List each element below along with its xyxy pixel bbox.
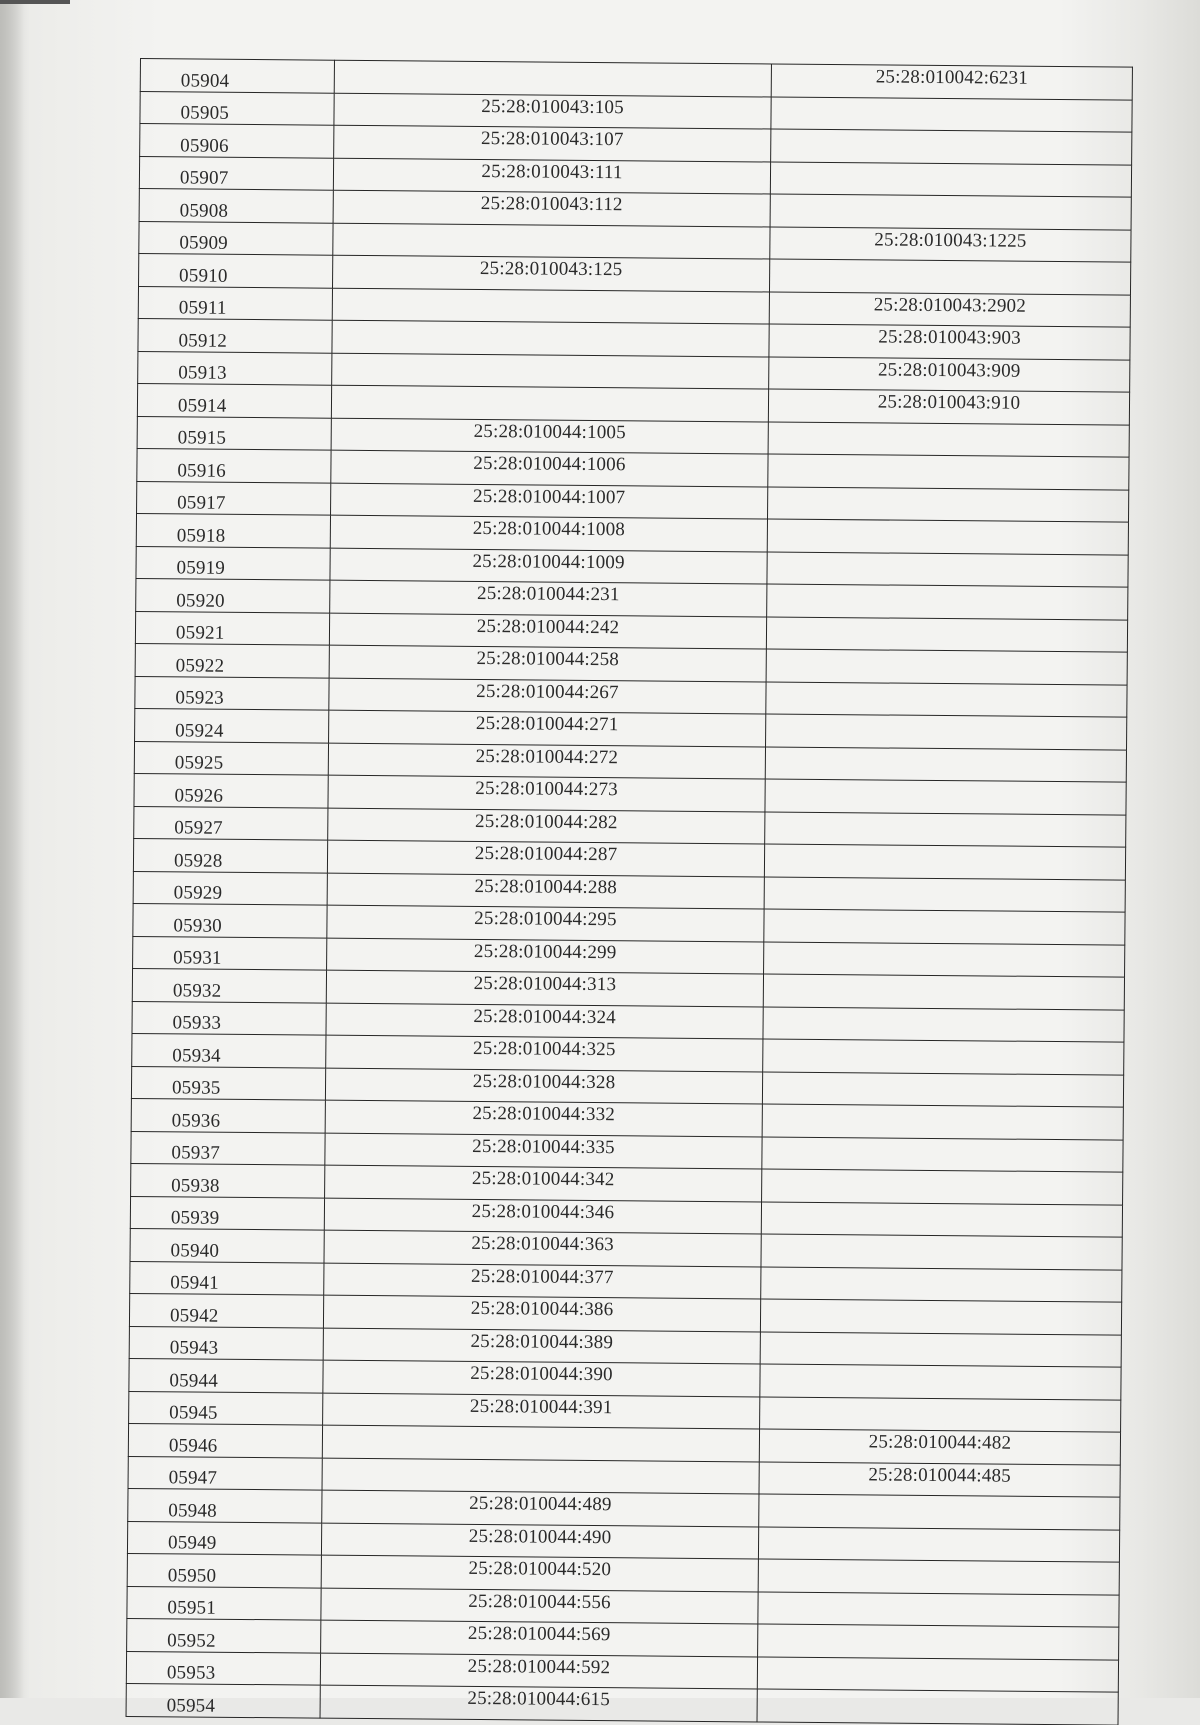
row-number-cell: 05948: [128, 1488, 322, 1522]
row-number-cell: 05926: [134, 773, 328, 807]
row-number-cell: 05904: [140, 59, 334, 93]
row-number-cell: 05946: [128, 1423, 322, 1457]
cadastral-number-cell-col3: [771, 129, 1132, 165]
row-number-cell: 05924: [135, 708, 329, 742]
cadastral-number-cell-col3: [760, 1396, 1121, 1432]
cadastral-number-cell-col3: [761, 1266, 1122, 1302]
cadastral-number-cell-col3: [758, 1559, 1119, 1595]
row-number-cell: 05911: [138, 286, 332, 320]
cadastral-number-cell-col3: [763, 1006, 1124, 1042]
row-number-cell: 05950: [127, 1553, 321, 1587]
cadastral-number-cell-col3: [760, 1299, 1121, 1335]
cadastral-number-cell-col2: 25:28:010044:1006: [331, 450, 768, 486]
scan-edge-shadow: [0, 0, 24, 1698]
row-number-cell: 05920: [136, 578, 330, 612]
cadastral-number-cell-col2: [322, 1458, 759, 1494]
cadastral-number-cell-col3: 25:28:010043:909: [769, 356, 1130, 392]
row-number-cell: 05916: [137, 448, 331, 482]
cadastral-number-cell-col3: 25:28:010044:482: [759, 1429, 1120, 1465]
cadastral-number-cell-col2: 25:28:010044:287: [327, 840, 764, 876]
cadastral-number-cell-col2: 25:28:010044:299: [327, 938, 764, 974]
cadastral-number-cell-col2: 25:28:010044:313: [326, 970, 763, 1006]
cadastral-number-cell-col2: 25:28:010044:1009: [330, 548, 767, 584]
row-number-cell: 05940: [130, 1228, 324, 1262]
cadastral-number-cell-col3: [765, 779, 1126, 815]
row-number-cell: 05935: [131, 1066, 325, 1100]
cadastral-number-cell-col2: 25:28:010044:332: [325, 1100, 762, 1136]
cadastral-number-cell-col2: 25:28:010044:346: [324, 1198, 761, 1234]
cadastral-number-cell-col2: 25:28:010044:272: [328, 743, 765, 779]
cadastral-number-cell-col3: [764, 941, 1125, 977]
cadastral-number-cell-col2: [333, 223, 770, 259]
row-number-cell: 05954: [126, 1683, 320, 1717]
cadastral-number-cell-col2: 25:28:010044:295: [327, 905, 764, 941]
row-number-cell: 05952: [127, 1618, 321, 1652]
row-number-cell: 05944: [129, 1358, 323, 1392]
cadastral-number-cell-col2: [332, 353, 769, 389]
row-number-cell: 05941: [130, 1261, 324, 1295]
cadastral-number-cell-col3: [770, 194, 1131, 230]
cadastral-number-cell-col2: 25:28:010044:390: [323, 1360, 760, 1396]
row-number-cell: 05945: [129, 1391, 323, 1425]
row-number-cell: 05939: [130, 1196, 324, 1230]
row-number-cell: 05923: [135, 676, 329, 710]
row-number-cell: 05910: [139, 253, 333, 287]
cadastral-number-cell-col3: [764, 844, 1125, 880]
cadastral-number-cell-col3: [767, 551, 1128, 587]
row-number-cell: 05905: [140, 91, 334, 125]
cadastral-number-cell-col2: 25:28:010044:1007: [331, 483, 768, 519]
cadastral-number-cell-col3: [767, 584, 1128, 620]
cadastral-number-cell-col2: 25:28:010044:386: [323, 1295, 760, 1331]
row-number-cell: 05918: [136, 513, 330, 547]
cadastral-number-cell-col3: 25:28:010043:1225: [770, 227, 1131, 263]
cadastral-number-cell-col2: 25:28:010044:242: [329, 613, 766, 649]
row-number-cell: 05912: [138, 318, 332, 352]
cadastral-number-cell-col3: [763, 974, 1124, 1010]
cadastral-number-cell-col3: [765, 811, 1126, 847]
cadastral-number-cell-col3: [767, 519, 1128, 555]
cadastral-number-cell-col3: [768, 454, 1129, 490]
cadastral-number-cell-col3: [757, 1656, 1118, 1692]
row-number-cell: 05921: [135, 611, 329, 645]
cadastral-number-cell-col2: 25:28:010044:363: [324, 1230, 761, 1266]
cadastral-number-cell-col3: [765, 746, 1126, 782]
cadastral-number-cell-col3: [758, 1624, 1119, 1660]
row-number-cell: 05909: [139, 221, 333, 255]
cadastral-number-cell-col3: [759, 1494, 1120, 1530]
cadastral-number-cell-col2: 25:28:010044:520: [321, 1555, 758, 1591]
cadastral-number-cell-col3: [763, 1039, 1124, 1075]
cadastral-number-cell-col3: [760, 1364, 1121, 1400]
cadastral-number-cell-col3: [762, 1071, 1123, 1107]
cadastral-number-cell-col2: 25:28:010044:615: [320, 1685, 757, 1721]
cadastral-number-cell-col2: [322, 1425, 759, 1461]
cadastral-number-cell-col3: [764, 876, 1125, 912]
cadastral-number-cell-col2: 25:28:010044:569: [321, 1620, 758, 1656]
cadastral-number-cell-col3: [762, 1136, 1123, 1172]
cadastral-number-cell-col2: 25:28:010044:328: [325, 1068, 762, 1104]
cadastral-number-cell-col3: [760, 1331, 1121, 1367]
cadastral-number-cell-col2: 25:28:010043:125: [333, 255, 770, 291]
cadastral-number-cell-col2: 25:28:010044:267: [329, 678, 766, 714]
cadastral-number-cell-col2: 25:28:010044:391: [323, 1393, 760, 1429]
row-number-cell: 05915: [137, 416, 331, 450]
cadastral-number-cell-col3: [768, 421, 1129, 457]
scan-edge-mark: [0, 0, 70, 4]
cadastral-number-cell-col2: 25:28:010044:490: [321, 1523, 758, 1559]
cadastral-number-cell-col3: [766, 681, 1127, 717]
row-number-cell: 05947: [128, 1456, 322, 1490]
cadastral-number-cell-col3: 25:28:010043:903: [769, 324, 1130, 360]
cadastral-number-cell-col2: 25:28:010043:112: [333, 190, 770, 226]
row-number-cell: 05929: [133, 871, 327, 905]
cadastral-number-cell-col2: 25:28:010044:273: [328, 775, 765, 811]
row-number-cell: 05937: [131, 1131, 325, 1165]
cadastral-number-cell-col3: [761, 1201, 1122, 1237]
row-number-cell: 05942: [129, 1293, 323, 1327]
row-number-cell: 05907: [139, 156, 333, 190]
row-number-cell: 05917: [137, 481, 331, 515]
row-number-cell: 05951: [127, 1586, 321, 1620]
cadastral-number-cell-col3: 25:28:010043:2902: [769, 292, 1130, 328]
cadastral-number-cell-col2: 25:28:010044:377: [324, 1263, 761, 1299]
row-number-cell: 05930: [133, 903, 327, 937]
cadastral-number-cell-col2: 25:28:010044:342: [325, 1165, 762, 1201]
cadastral-number-cell-col2: 25:28:010044:324: [326, 1003, 763, 1039]
row-number-cell: 05931: [133, 936, 327, 970]
cadastral-number-cell-col2: 25:28:010044:231: [330, 580, 767, 616]
row-number-cell: 05943: [129, 1326, 323, 1360]
row-number-cell: 05906: [140, 124, 334, 158]
cadastral-number-cell-col2: 25:28:010044:282: [328, 808, 765, 844]
cadastral-number-cell-col3: [757, 1689, 1118, 1725]
row-number-cell: 05938: [131, 1163, 325, 1197]
row-number-cell: 05925: [134, 741, 328, 775]
row-number-cell: 05914: [137, 383, 331, 417]
cadastral-number-cell-col3: [762, 1104, 1123, 1140]
cadastral-number-cell-col3: [769, 259, 1130, 295]
cadastral-number-table: [126, 58, 1133, 1725]
cadastral-number-cell-col2: [332, 320, 769, 356]
cadastral-number-cell-col3: 25:28:010042:6231: [771, 64, 1132, 100]
row-number-cell: 05932: [132, 968, 326, 1002]
cadastral-number-cell-col2: [332, 288, 769, 324]
cadastral-number-cell-col2: [331, 385, 768, 421]
cadastral-number-cell-col2: 25:28:010044:325: [326, 1035, 763, 1071]
cadastral-number-cell-col3: [766, 649, 1127, 685]
cadastral-number-cell-col2: [334, 60, 771, 96]
cadastral-number-cell-col3: [766, 714, 1127, 750]
cadastral-number-cell-col2: 25:28:010044:489: [322, 1490, 759, 1526]
cadastral-number-cell-col3: [762, 1169, 1123, 1205]
cadastral-number-cell-col3: [761, 1234, 1122, 1270]
row-number-cell: 05933: [132, 1001, 326, 1035]
cadastral-number-cell-col2: 25:28:010044:258: [329, 645, 766, 681]
cadastral-number-cell-col2: 25:28:010044:335: [325, 1133, 762, 1169]
row-number-cell: 05953: [126, 1651, 320, 1685]
cadastral-number-cell-col3: [768, 486, 1129, 522]
cadastral-number-cell-col3: 25:28:010044:485: [759, 1461, 1120, 1497]
cadastral-number-cell-col2: 25:28:010043:111: [333, 158, 770, 194]
row-number-cell: 05928: [133, 838, 327, 872]
cadastral-number-cell-col3: [771, 97, 1132, 133]
cadastral-number-cell-col2: 25:28:010044:389: [323, 1328, 760, 1364]
cadastral-number-cell-col3: 25:28:010043:910: [768, 389, 1129, 425]
row-number-cell: 05919: [136, 546, 330, 580]
cadastral-number-cell-col2: 25:28:010044:288: [327, 873, 764, 909]
cadastral-number-cell-col2: 25:28:010043:107: [334, 125, 771, 161]
cadastral-number-cell-col2: 25:28:010044:592: [320, 1653, 757, 1689]
cadastral-number-cell-col2: 25:28:010043:105: [334, 93, 771, 129]
cadastral-number-cell-col3: [766, 616, 1127, 652]
row-number-cell: 05908: [139, 188, 333, 222]
cadastral-number-cell-col3: [758, 1591, 1119, 1627]
cadastral-number-cell-col2: 25:28:010044:556: [321, 1588, 758, 1624]
cadastral-number-cell-col2: 25:28:010044:1008: [330, 515, 767, 551]
cadastral-number-cell-col3: [764, 909, 1125, 945]
row-number-cell: 05934: [132, 1033, 326, 1067]
row-number-cell: 05913: [138, 351, 332, 385]
row-number-cell: 05922: [135, 643, 329, 677]
cadastral-number-cell-col3: [770, 162, 1131, 198]
row-number-cell: 05927: [134, 806, 328, 840]
cadastral-number-cell-col2: 25:28:010044:271: [329, 710, 766, 746]
cadastral-number-cell-col3: [758, 1526, 1119, 1562]
cadastral-number-cell-col2: 25:28:010044:1005: [331, 418, 768, 454]
table-body: [126, 59, 1132, 1725]
row-number-cell: 05936: [131, 1098, 325, 1132]
row-number-cell: 05949: [127, 1521, 321, 1555]
